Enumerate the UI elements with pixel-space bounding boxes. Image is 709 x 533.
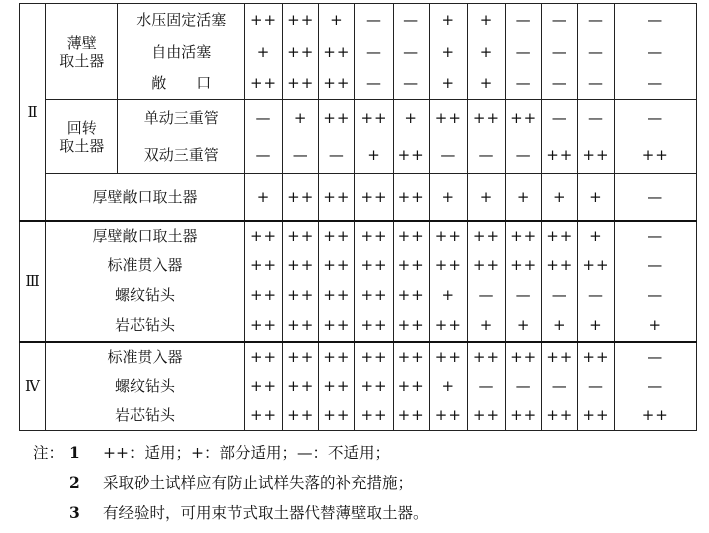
applicability-mark: ++ (283, 4, 319, 36)
applicability-mark: ++ (283, 342, 319, 372)
applicability-mark: + (283, 100, 319, 137)
applicability-mark: ++ (355, 280, 393, 310)
table-row (20, 137, 697, 174)
applicability-mark: ++ (244, 309, 282, 341)
applicability-mark: ++ (542, 401, 578, 431)
table-row (20, 250, 697, 280)
applicability-mark: ++ (283, 36, 319, 68)
applicability-mark: + (429, 174, 467, 221)
sampler-category-line: 回转 (66, 118, 97, 137)
sampler-type-label: 岩芯钻头 (46, 309, 245, 341)
applicability-mark: + (578, 174, 614, 221)
applicability-mark: — (578, 36, 614, 68)
group-roman-numeral: Ⅲ (20, 221, 46, 342)
applicability-mark: — (542, 36, 578, 68)
applicability-mark: ++ (244, 68, 282, 100)
applicability-mark: — (506, 371, 542, 401)
table-row (20, 221, 697, 251)
table-row (20, 4, 697, 36)
sampler-type-label: 自由活塞 (118, 36, 245, 68)
sampler-type-label: 单动三重管 (118, 100, 245, 137)
applicability-mark: ++ (355, 309, 393, 341)
applicability-mark: ++ (319, 250, 355, 280)
applicability-mark: — (393, 4, 429, 36)
table-row (20, 100, 697, 137)
applicability-mark: + (467, 36, 505, 68)
applicability-mark: ++ (319, 371, 355, 401)
applicability-mark: — (506, 68, 542, 100)
applicability-mark: ++ (542, 221, 578, 251)
sampler-category-line: 取土器 (59, 136, 105, 155)
applicability-mark: ++ (355, 221, 393, 251)
applicability-mark: — (467, 280, 505, 310)
applicability-mark: ++ (614, 401, 696, 431)
applicability-mark: — (355, 68, 393, 100)
applicability-mark: ++ (319, 342, 355, 372)
applicability-mark: + (244, 36, 282, 68)
table-row (20, 309, 697, 341)
applicability-mark: ++ (578, 401, 614, 431)
applicability-mark: ++ (283, 250, 319, 280)
applicability-mark: ++ (319, 36, 355, 68)
sampler-type-label: 厚壁敞口取土器 (46, 221, 245, 251)
applicability-mark: ++ (283, 221, 319, 251)
applicability-mark: ++ (283, 174, 319, 221)
applicability-mark: ++ (244, 401, 282, 431)
note-text: 采取砂土试样应有防止试样失落的补充措施； (103, 474, 414, 492)
applicability-mark: ++ (506, 342, 542, 372)
applicability-mark: — (614, 68, 696, 100)
applicability-mark: ++ (393, 401, 429, 431)
applicability-mark: ++ (244, 342, 282, 372)
note-2 (33, 468, 429, 498)
table-row (20, 342, 697, 372)
applicability-mark: — (614, 4, 696, 36)
applicability-mark: ++ (355, 250, 393, 280)
applicability-mark: ++ (244, 250, 282, 280)
applicability-mark: ++ (283, 68, 319, 100)
applicability-mark: — (506, 280, 542, 310)
applicability-mark: + (429, 280, 467, 310)
applicability-mark: ++ (393, 221, 429, 251)
note-text: 有经验时，可用束节式取土器代替薄壁取土器。 (103, 504, 429, 522)
applicability-mark: ++ (319, 401, 355, 431)
note-number: 3 (69, 503, 80, 522)
note-3 (33, 498, 429, 528)
applicability-mark: — (244, 100, 282, 137)
table-row (20, 280, 697, 310)
applicability-mark: ++ (355, 100, 393, 137)
note-number: 1 (69, 443, 80, 462)
group-roman-numeral: Ⅳ (20, 342, 46, 431)
sampler-type-label: 标准贯入器 (46, 342, 245, 372)
applicability-mark: + (355, 137, 393, 174)
applicability-mark: — (614, 36, 696, 68)
applicability-mark: — (467, 137, 505, 174)
note-1 (33, 438, 429, 468)
applicability-mark: — (614, 100, 696, 137)
applicability-mark: + (467, 68, 505, 100)
applicability-mark: ++ (578, 250, 614, 280)
sampler-category (46, 4, 118, 100)
table-row (20, 174, 697, 221)
applicability-mark: + (467, 309, 505, 341)
table-row (20, 36, 697, 68)
applicability-mark: — (614, 371, 696, 401)
applicability-mark: — (614, 250, 696, 280)
applicability-mark: ++ (429, 401, 467, 431)
applicability-mark: ++ (283, 371, 319, 401)
applicability-mark: ++ (355, 174, 393, 221)
applicability-mark: ++ (283, 309, 319, 341)
notes (33, 438, 429, 528)
applicability-mark: ++ (506, 401, 542, 431)
applicability-mark: + (467, 4, 505, 36)
sampler-type-label: 螺纹钻头 (46, 371, 245, 401)
applicability-mark: ++ (319, 309, 355, 341)
applicability-mark: + (244, 174, 282, 221)
applicability-mark: — (319, 137, 355, 174)
applicability-mark: ++ (393, 250, 429, 280)
applicability-mark: — (542, 280, 578, 310)
applicability-mark: — (355, 4, 393, 36)
table-row (20, 401, 697, 431)
applicability-mark: ++ (393, 280, 429, 310)
applicability-mark: ++ (283, 280, 319, 310)
sampler-type-label: 岩芯钻头 (46, 401, 245, 431)
sampler-type-label: 水压固定活塞 (118, 4, 245, 36)
applicability-mark: + (429, 36, 467, 68)
applicability-mark: — (578, 4, 614, 36)
applicability-mark: — (506, 36, 542, 68)
applicability-mark: — (542, 371, 578, 401)
note-text: ++：适用；+：部分适用；—：不适用； (103, 444, 390, 462)
applicability-mark: + (578, 221, 614, 251)
applicability-mark: + (542, 174, 578, 221)
applicability-mark: ++ (506, 250, 542, 280)
applicability-mark: — (467, 371, 505, 401)
applicability-mark: — (614, 342, 696, 372)
applicability-mark: + (319, 4, 355, 36)
applicability-mark: ++ (393, 309, 429, 341)
applicability-mark: — (283, 137, 319, 174)
sampler-category-line: 取土器 (59, 51, 105, 70)
applicability-mark: — (542, 100, 578, 137)
applicability-mark: ++ (319, 174, 355, 221)
applicability-mark: ++ (393, 137, 429, 174)
sampler-type-label: 双动三重管 (118, 137, 245, 174)
applicability-mark: + (467, 174, 505, 221)
applicability-mark: ++ (319, 221, 355, 251)
applicability-mark: ++ (244, 371, 282, 401)
applicability-mark: — (614, 280, 696, 310)
applicability-mark: ++ (542, 137, 578, 174)
applicability-mark: + (429, 68, 467, 100)
applicability-mark: + (506, 309, 542, 341)
applicability-mark: — (393, 36, 429, 68)
applicability-mark: ++ (429, 309, 467, 341)
applicability-mark: ++ (319, 68, 355, 100)
applicability-mark: ++ (506, 100, 542, 137)
applicability-mark: ++ (614, 137, 696, 174)
table-row (20, 371, 697, 401)
applicability-mark: — (244, 137, 282, 174)
sampler-type-label: 厚壁敞口取土器 (46, 174, 245, 221)
applicability-mark: ++ (283, 401, 319, 431)
applicability-mark: ++ (429, 250, 467, 280)
sampler-applicability-table (19, 3, 697, 431)
applicability-mark: ++ (429, 221, 467, 251)
applicability-mark: — (542, 68, 578, 100)
applicability-mark: — (578, 100, 614, 137)
applicability-mark: ++ (429, 342, 467, 372)
applicability-mark: ++ (467, 401, 505, 431)
applicability-mark: — (614, 174, 696, 221)
applicability-mark: ++ (393, 371, 429, 401)
applicability-mark: + (393, 100, 429, 137)
applicability-mark: + (578, 309, 614, 341)
applicability-mark: + (542, 309, 578, 341)
table-row (20, 68, 697, 100)
applicability-mark: ++ (542, 342, 578, 372)
applicability-mark: ++ (393, 174, 429, 221)
applicability-mark: ++ (393, 342, 429, 372)
applicability-mark: — (506, 4, 542, 36)
applicability-mark: ++ (355, 371, 393, 401)
applicability-mark: + (429, 371, 467, 401)
applicability-mark: — (578, 371, 614, 401)
sampler-type-label: 敞 口 (118, 68, 245, 100)
sampler-category (46, 100, 118, 174)
applicability-mark: ++ (467, 100, 505, 137)
applicability-mark: — (578, 280, 614, 310)
applicability-mark: ++ (467, 250, 505, 280)
sampler-type-label: 螺纹钻头 (46, 280, 245, 310)
applicability-mark: ++ (319, 280, 355, 310)
applicability-mark: ++ (429, 100, 467, 137)
applicability-mark: + (506, 174, 542, 221)
applicability-mark: — (429, 137, 467, 174)
applicability-mark: — (614, 221, 696, 251)
applicability-mark: ++ (355, 342, 393, 372)
group-roman-numeral: Ⅱ (20, 4, 46, 221)
applicability-mark: — (506, 137, 542, 174)
applicability-mark: — (578, 68, 614, 100)
applicability-mark: ++ (542, 250, 578, 280)
applicability-mark: ++ (244, 280, 282, 310)
applicability-mark: ++ (467, 342, 505, 372)
note-number: 2 (69, 473, 80, 492)
applicability-mark: — (355, 36, 393, 68)
applicability-mark: ++ (244, 221, 282, 251)
applicability-mark: ++ (244, 4, 282, 36)
sampler-category-line: 薄壁 (66, 33, 97, 52)
sampler-type-label: 标准贯入器 (46, 250, 245, 280)
applicability-mark: ++ (506, 221, 542, 251)
notes-label: 注： (33, 444, 65, 462)
applicability-mark: ++ (578, 137, 614, 174)
applicability-mark: ++ (578, 342, 614, 372)
applicability-mark: — (393, 68, 429, 100)
applicability-mark: + (429, 4, 467, 36)
applicability-mark: + (614, 309, 696, 341)
applicability-mark: ++ (319, 100, 355, 137)
applicability-mark: ++ (467, 221, 505, 251)
applicability-mark: — (542, 4, 578, 36)
applicability-mark: ++ (355, 401, 393, 431)
